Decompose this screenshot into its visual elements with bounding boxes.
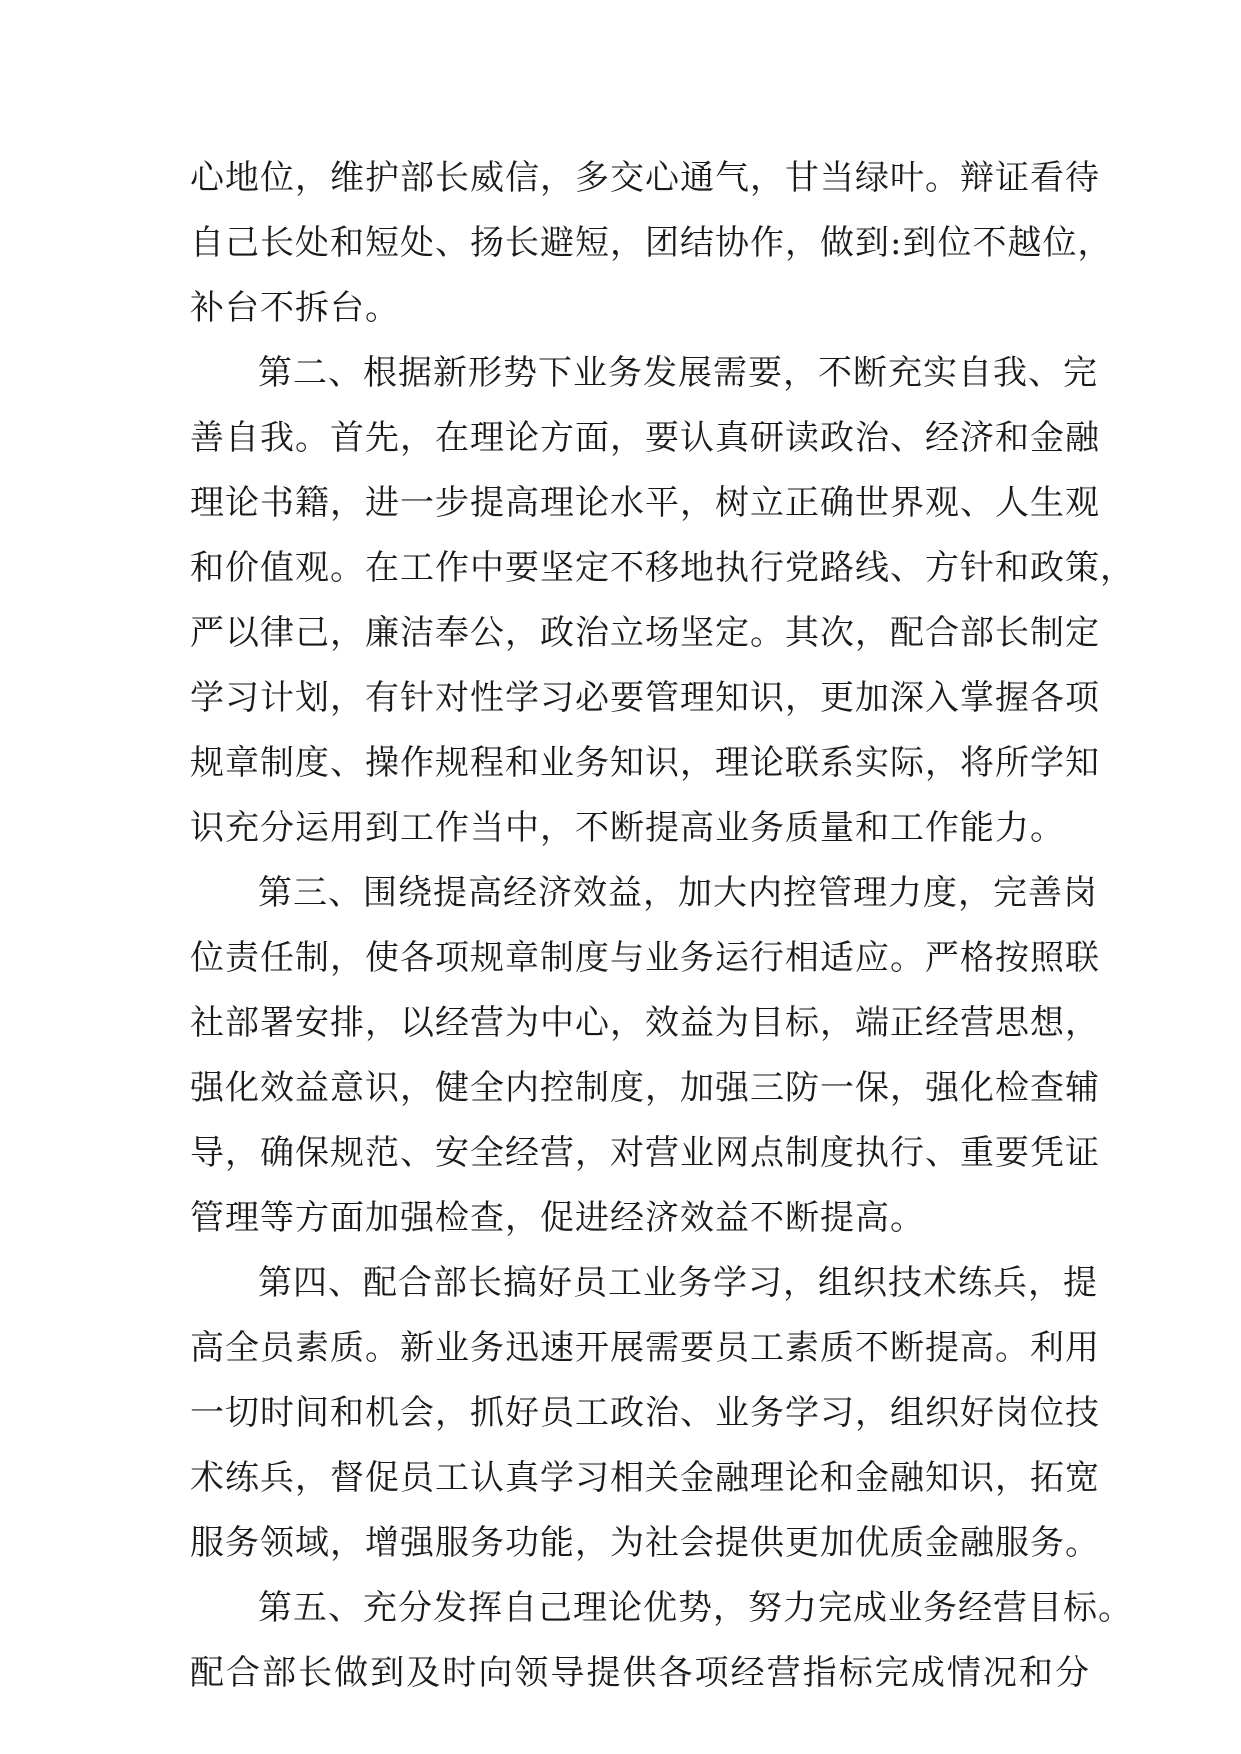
text-line: 严以律己，廉洁奉公，政治立场坚定。其次，配合部长制定 [190, 613, 1100, 653]
text-line: 高全员素质。新业务迅速开展需要员工素质不断提高。利用 [190, 1328, 1100, 1368]
text-line: 学习计划，有针对性学习必要管理知识，更加深入掌握各项 [190, 678, 1100, 718]
text-line: 识充分运用到工作当中，不断提高业务质量和工作能力。 [190, 808, 1065, 848]
text-line: 补台不拆台。 [190, 288, 400, 328]
text-line: 规章制度、操作规程和业务知识，理论联系实际，将所学知 [190, 743, 1100, 783]
text-line: 第五、充分发挥自己理论优势，努力完成业务经营目标。 [258, 1588, 1133, 1628]
text-line: 位责任制，使各项规章制度与业务运行相适应。严格按照联 [190, 938, 1100, 978]
text-line: 善自我。首先，在理论方面，要认真研读政治、经济和金融 [190, 418, 1100, 458]
text-line: 配合部长做到及时向领导提供各项经营指标完成情况和分 [190, 1653, 1090, 1693]
text-line: 导，确保规范、安全经营，对营业网点制度执行、重要凭证 [190, 1133, 1100, 1173]
text-line: 强化效益意识，健全内控制度，加强三防一保，强化检查辅 [190, 1068, 1100, 1108]
text-line: 和价值观。在工作中要坚定不移地执行党路线、方针和政策， [190, 548, 1135, 588]
text-line: 心地位，维护部长威信，多交心通气，甘当绿叶。辩证看待 [190, 158, 1100, 198]
text-line: 服务领域，增强服务功能，为社会提供更加优质金融服务。 [190, 1523, 1100, 1563]
text-line: 术练兵，督促员工认真学习相关金融理论和金融知识，拓宽 [190, 1458, 1100, 1498]
text-line: 管理等方面加强检查，促进经济效益不断提高。 [190, 1198, 925, 1238]
text-line: 理论书籍，进一步提高理论水平，树立正确世界观、人生观 [190, 483, 1100, 523]
text-line: 第二、根据新形势下业务发展需要，不断充实自我、完 [258, 353, 1098, 393]
text-line: 第四、配合部长搞好员工业务学习，组织技术练兵，提 [258, 1263, 1098, 1303]
text-line: 第三、围绕提高经济效益，加大内控管理力度，完善岗 [258, 873, 1098, 913]
document-body [190, 146, 1135, 1706]
text-line: 社部署安排，以经营为中心，效益为目标，端正经营思想， [190, 1003, 1100, 1043]
text-line: 自己长处和短处、扬长避短，团结协作，做到:到位不越位， [190, 223, 1113, 263]
text-line: 一切时间和机会，抓好员工政治、业务学习，组织好岗位技 [190, 1393, 1100, 1433]
